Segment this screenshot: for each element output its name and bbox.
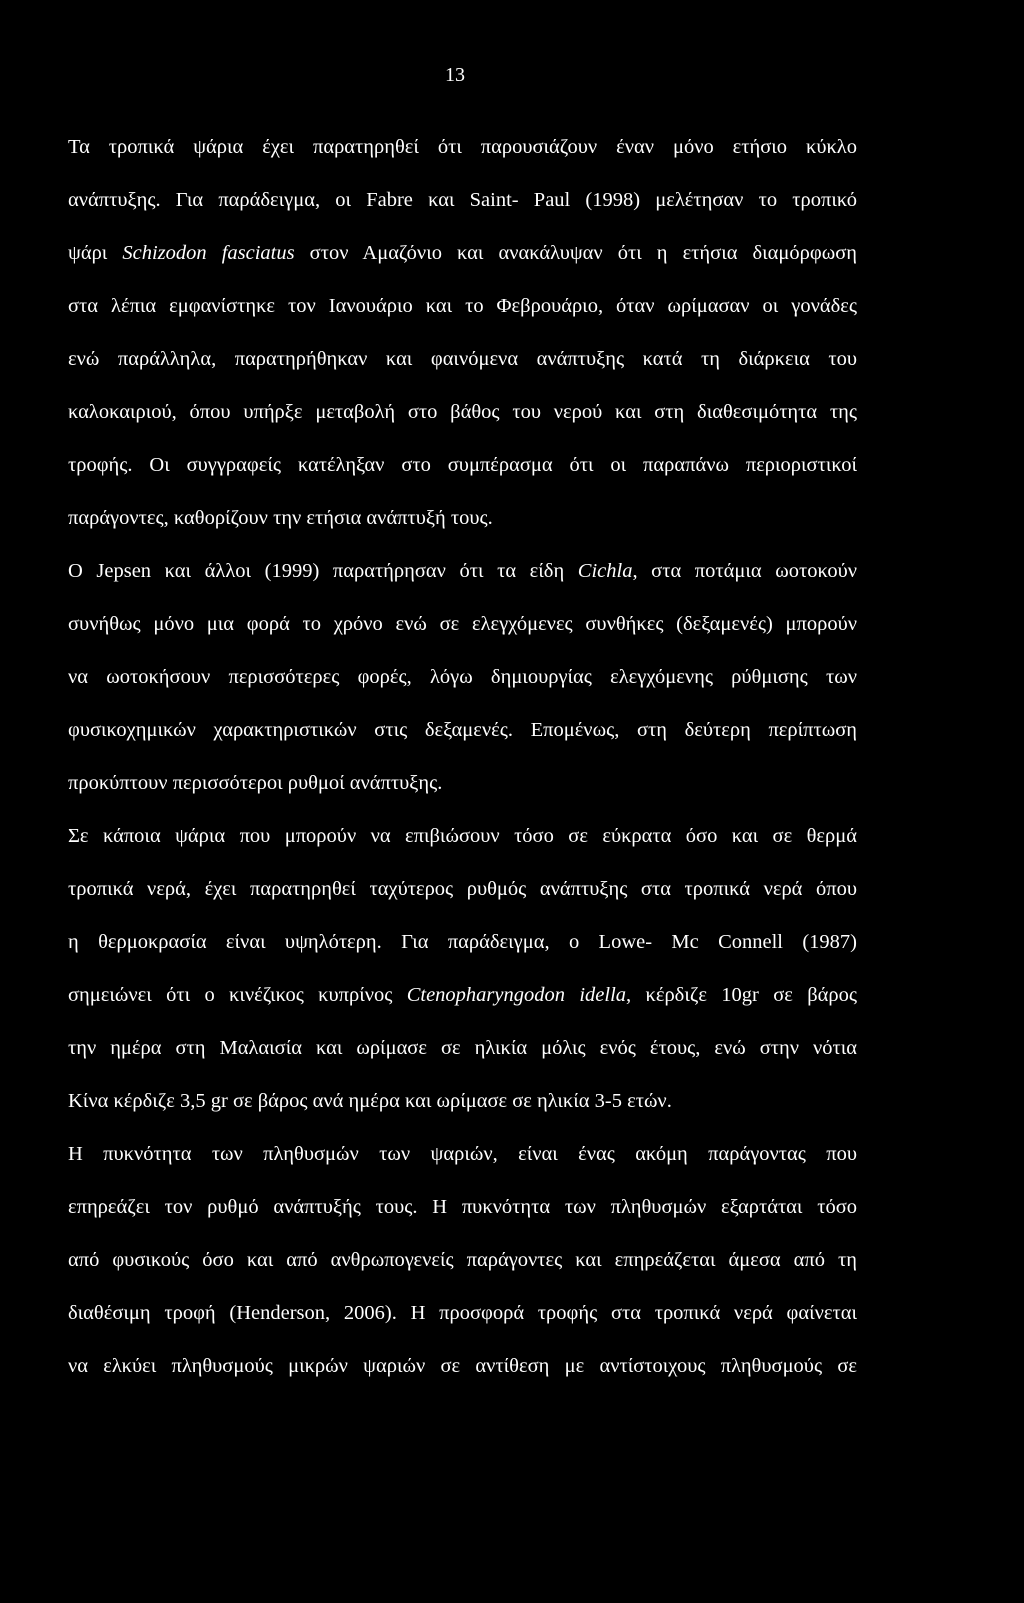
text-line-20: Η πυκνότητα των πληθυσμών των ψαριών, είναι ένας ακόμη παράγοντας που — [68, 1143, 857, 1165]
text-line-15: τροπικά νερά, έχει παρατηρηθεί ταχύτερος ρυθμός ανάπτυξης στα τροπικά νερά όπου — [68, 878, 857, 900]
text-line-2: ανάπτυξης. Για παράδειγμα, οι Fabre και Saint- Paul (1998) μελέτησαν το τροπικό — [68, 189, 857, 211]
text-line-11: να ωοτοκήσουν περισσότερες φορές, λόγω δημιουργίας ελεγχόμενης ρύθμισης των — [68, 666, 857, 688]
species-name: Cichla — [577, 560, 633, 582]
page-number: 13 — [445, 64, 465, 86]
text-line-16: η θερμοκρασία είναι υψηλότερη. Για παράδειγμα, ο Lowe- Mc Connell (1987) — [68, 931, 857, 953]
text-line-23: διαθέσιμη τροφή (Henderson, 2006). Η προσφορά τροφής στα τροπικά νερά φαίνεται — [68, 1302, 857, 1324]
text-line-10: συνήθως μόνο μια φορά το χρόνο ενώ σε ελεγχόμενες συνθήκες (δεξαμενές) μπορούν — [68, 613, 857, 635]
text-span: ψάρι — [68, 242, 123, 264]
text-line-12: φυσικοχημικών χαρακτηριστικών στις δεξαμενές. Επομένως, στη δεύτερη περίπτωση — [68, 719, 857, 741]
text-span: , κέρδιζε 10gr σε βάρος — [626, 984, 857, 1006]
text-line-22: από φυσικούς όσο και από ανθρωπογενείς παράγοντες και επηρεάζεται άμεσα από τη — [68, 1249, 857, 1271]
text-line-4: στα λέπια εμφανίστηκε τον Ιανουάριο και το Φεβρουάριο, όταν ωρίμασαν οι γονάδες — [68, 295, 857, 317]
text-line-14: Σε κάποια ψάρια που μπορούν να επιβιώσουν τόσο σε εύκρατα όσο και σε θερμά — [68, 825, 857, 847]
text-span: στον Αμαζόνιο και ανακάλυψαν ότι η ετήσια διαμόρφωση — [294, 242, 857, 264]
species-name: Ctenopharyngodon idella — [406, 984, 627, 1006]
text-line-21: επηρεάζει τον ρυθμό ανάπτυξής τους. Η πυκνότητα των πληθυσμών εξαρτάται τόσο — [68, 1196, 857, 1218]
text-line-6: καλοκαιριού, όπου υπήρξε μεταβολή στο βάθος του νερού και στη διαθεσιμότητα της — [68, 401, 857, 423]
text-line-13: προκύπτουν περισσότεροι ρυθμοί ανάπτυξης. — [68, 772, 443, 794]
text-line-9 — [68, 557, 857, 585]
text-span: σημειώνει ότι ο κινέζικος κυπρίνος — [68, 984, 407, 1006]
species-name: Schizodon fasciatus — [122, 242, 295, 264]
text-line-1: Τα τροπικά ψάρια έχει παρατηρηθεί ότι παρουσιάζουν έναν μόνο ετήσιο κύκλο — [68, 136, 857, 158]
text-line-17 — [68, 981, 857, 1009]
text-line-18: την ημέρα στη Μαλαισία και ωρίμασε σε ηλικία μόλις ενός έτους, ενώ στην νότια — [68, 1037, 857, 1059]
text-span: , στα ποτάμια ωοτοκούν — [632, 560, 857, 582]
text-line-3 — [68, 239, 857, 267]
text-line-7: τροφής. Οι συγγραφείς κατέληξαν στο συμπέρασμα ότι οι παραπάνω περιοριστικοί — [68, 454, 857, 476]
text-line-5: ενώ παράλληλα, παρατηρήθηκαν και φαινόμενα ανάπτυξης κατά τη διάρκεια του — [68, 348, 857, 370]
text-line-19: Κίνα κέρδιζε 3,5 gr σε βάρος ανά ημέρα και ωρίμασε σε ηλικία 3-5 ετών. — [68, 1090, 672, 1112]
text-line-8: παράγοντες, καθορίζουν την ετήσια ανάπτυξή τους. — [68, 507, 493, 529]
text-line-24: να ελκύει πληθυσμούς μικρών ψαριών σε αντίθεση με αντίστοιχους πληθυσμούς σε — [68, 1355, 857, 1377]
text-span: Ο Jepsen και άλλοι (1999) παρατήρησαν ότι τα είδη — [68, 560, 578, 582]
